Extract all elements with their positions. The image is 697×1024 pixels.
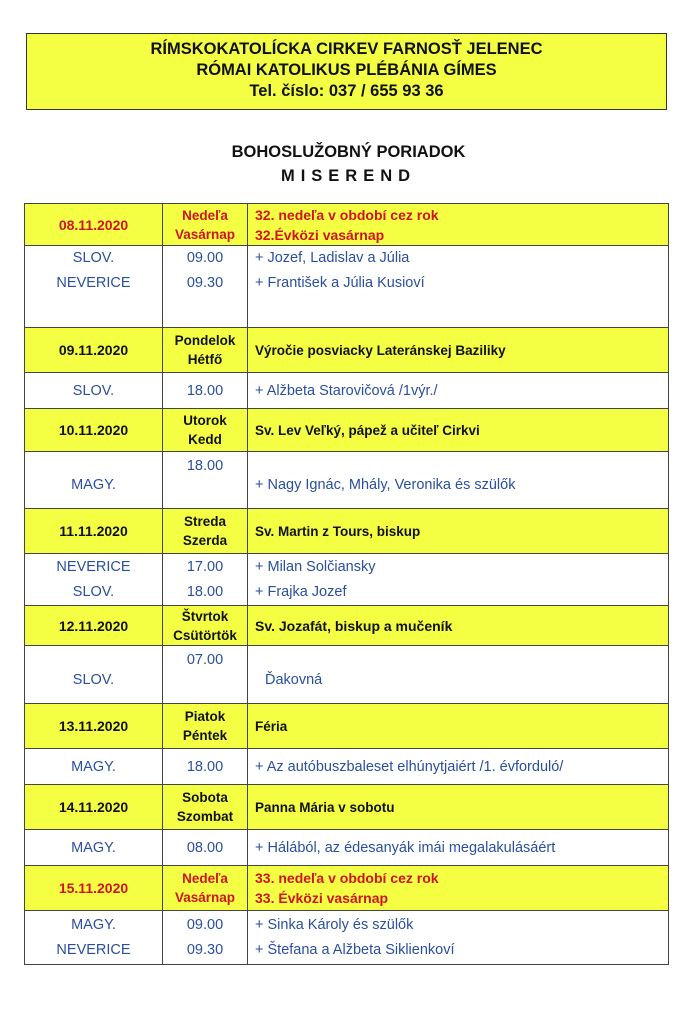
service-place: MAGY.: [25, 830, 163, 866]
day-name: Sobota Szombat: [163, 785, 248, 830]
service-place: SLOV. NEVERICE: [25, 246, 163, 328]
day-name: Nedeľa Vasárnap: [163, 866, 248, 911]
service-intention: + Az autóbuszbaleset elhúnytjaiért /1. évforduló/: [248, 749, 669, 785]
service-intention: + Sinka Károly és szülők + Štefana a Alžbeta Siklienkoví: [248, 911, 669, 965]
service-time: 08.00: [163, 830, 248, 866]
service-row: [25, 452, 669, 509]
service-place: NEVERICE SLOV.: [25, 554, 163, 606]
day-row: [25, 409, 669, 452]
service-intention: + Jozef, Ladislav a Júlia + František a Júlia Kusioví: [248, 246, 669, 328]
feast-name: 32. nedeľa v období cez rok 32.Évközi vasárnap: [248, 204, 669, 246]
day-row: [25, 704, 669, 749]
day-date: 10.11.2020: [25, 409, 163, 452]
service-time: 17.00 18.00: [163, 554, 248, 606]
day-name: Piatok Péntek: [163, 704, 248, 749]
service-intention: Ďakovná: [248, 646, 669, 704]
day-name: Nedeľa Vasárnap: [163, 204, 248, 246]
day-row: [25, 509, 669, 554]
service-time: 18.00: [163, 452, 248, 509]
parish-name-hu: RÓMAI KATOLIKUS PLÉBÁNIA GÍMES: [196, 61, 497, 79]
service-row: [25, 911, 669, 965]
day-row: [25, 866, 669, 911]
schedule-title: BOHOSLUŽOBNÝ PORIADOK: [231, 143, 466, 161]
service-intention: + Alžbeta Starovičová /1výr./: [248, 373, 669, 409]
day-date: 15.11.2020: [25, 866, 163, 911]
service-time: 07.00: [163, 646, 248, 704]
service-place: MAGY.: [25, 452, 163, 509]
day-date: 08.11.2020: [25, 204, 163, 246]
day-name: Pondelok Hétfő: [163, 328, 248, 373]
day-name: Štvrtok Csütörtök: [163, 606, 248, 646]
day-name: Streda Szerda: [163, 509, 248, 554]
service-row: [25, 373, 669, 409]
feast-name: Výročie posviacky Lateránskej Baziliky: [248, 328, 669, 373]
feast-name: Panna Mária v sobotu: [248, 785, 669, 830]
service-place: MAGY. NEVERICE: [25, 911, 163, 965]
feast-name: Sv. Lev Veľký, pápež a učiteľ Cirkvi: [248, 409, 669, 452]
day-row: [25, 204, 669, 246]
service-intention: + Hálából, az édesanyák imái megalakulásáért: [248, 830, 669, 866]
day-row: [25, 785, 669, 830]
feast-name: Sv. Martin z Tours, biskup: [248, 509, 669, 554]
service-row: [25, 830, 669, 866]
service-time: 09.00 09.30: [163, 246, 248, 328]
day-name: Utorok Kedd: [163, 409, 248, 452]
parish-phone: Tel. číslo: 037 / 655 93 36: [249, 82, 444, 100]
day-date: 11.11.2020: [25, 509, 163, 554]
service-row: [25, 646, 669, 704]
feast-name: Féria: [248, 704, 669, 749]
feast-name: 33. nedeľa v období cez rok 33. Évközi vasárnap: [248, 866, 669, 911]
service-time: 09.00 09.30: [163, 911, 248, 965]
service-place: SLOV.: [25, 373, 163, 409]
service-intention: + Milan Solčiansky + Frajka Jozef: [248, 554, 669, 606]
day-date: 13.11.2020: [25, 704, 163, 749]
service-time: 18.00: [163, 373, 248, 409]
parish-name-sk: RÍMSKOKATOLÍCKA CIRKEV FARNOSŤ JELENEC: [150, 40, 543, 58]
day-date: 14.11.2020: [25, 785, 163, 830]
service-row: [25, 246, 669, 328]
day-row: [25, 328, 669, 373]
mass-schedule-table: [24, 203, 669, 965]
service-intention: + Nagy Ignác, Mhály, Veronika és szülők: [248, 452, 669, 509]
day-row: [25, 606, 669, 646]
service-time: 18.00: [163, 749, 248, 785]
service-row: [25, 749, 669, 785]
day-date: 12.11.2020: [25, 606, 163, 646]
day-date: 09.11.2020: [25, 328, 163, 373]
parish-header-box: [26, 33, 667, 110]
feast-name: Sv. Jozafát, biskup a mučeník: [248, 606, 669, 646]
service-place: SLOV.: [25, 646, 163, 704]
service-place: MAGY.: [25, 749, 163, 785]
service-row: [25, 554, 669, 606]
schedule-subtitle: MISEREND: [280, 167, 417, 185]
